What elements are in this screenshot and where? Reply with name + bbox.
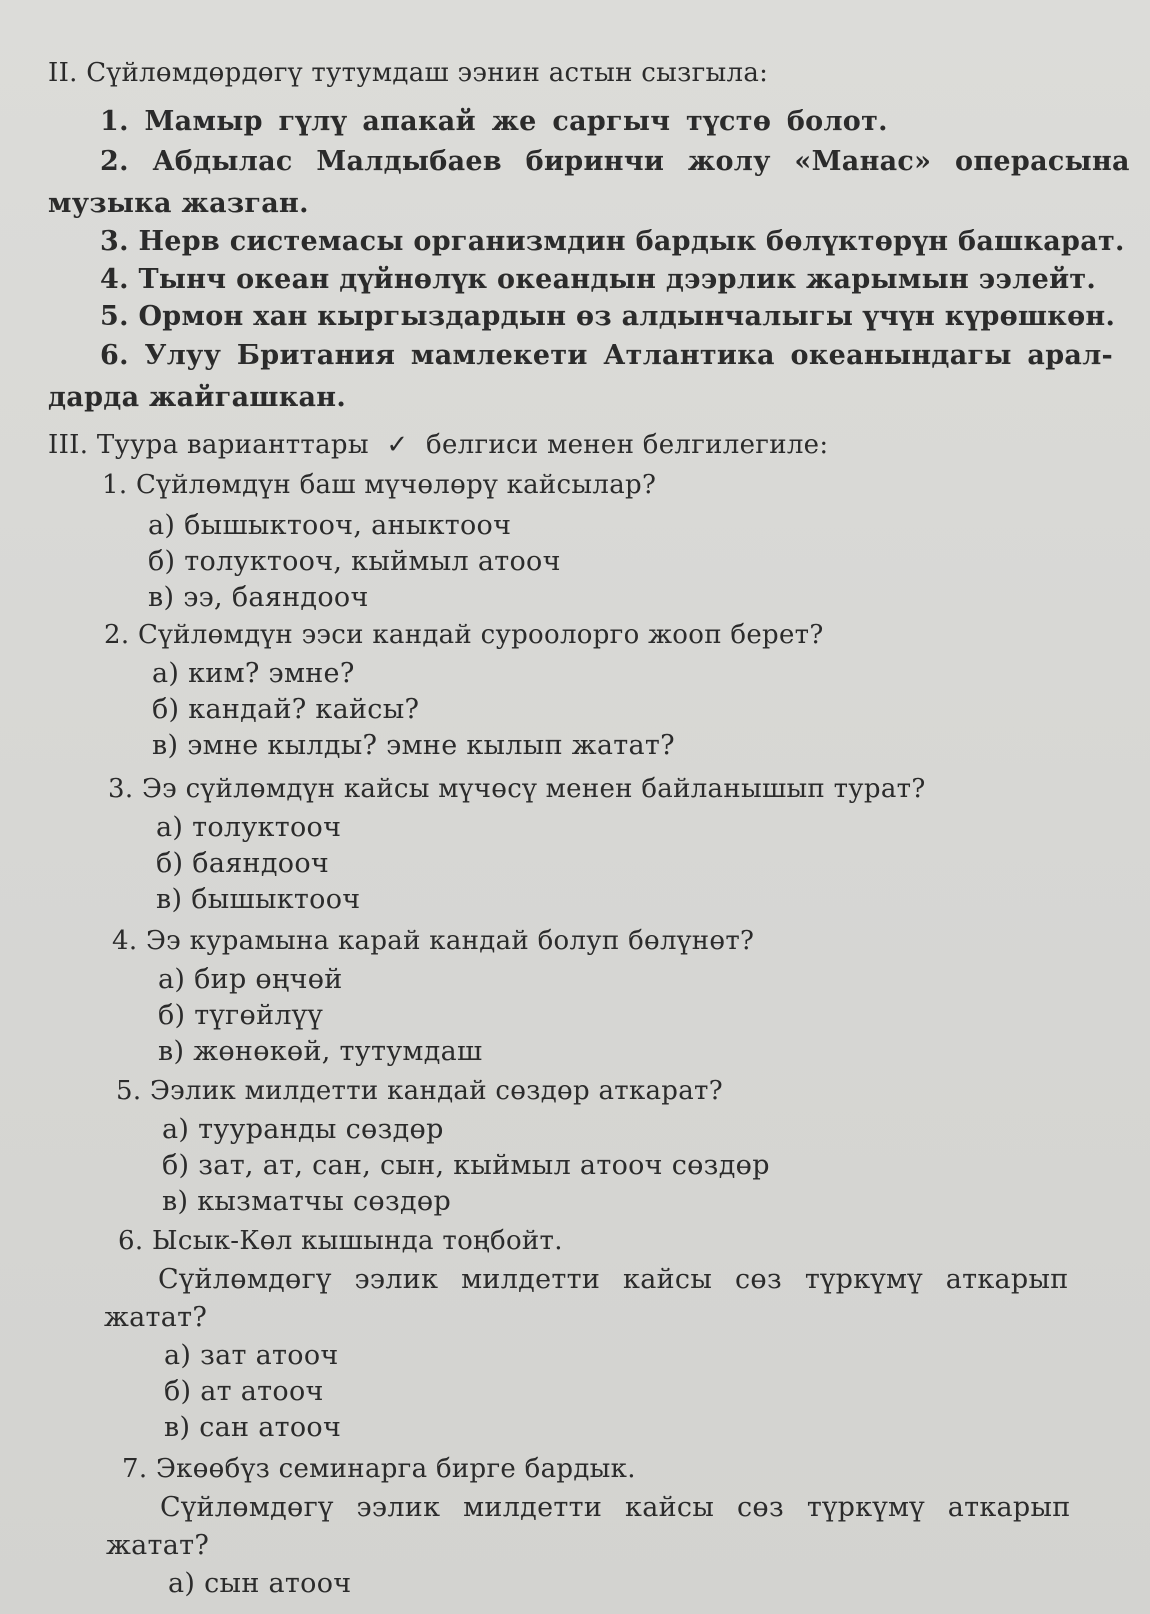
q3-option-a: а) толуктооч: [156, 812, 342, 843]
s2-item-6-cont: дарда жайгашкан.: [48, 382, 347, 413]
section2-heading: II. Сүйлөмдөрдөгү тутумдаш ээнин астын сызгыла:: [48, 58, 769, 88]
checkmark-icon: ✓: [386, 430, 409, 460]
question-6: 6. Ысык-Көл кышында тоңбойт.: [118, 1226, 563, 1256]
s2-item-4: 4. Тынч океан дүйнөлүк океандын дээрлик жарымын ээлейт.: [100, 264, 1097, 295]
q3-option-c: в) бышыктооч: [156, 884, 361, 915]
s2-item-2-cont: музыка жазган.: [48, 188, 309, 219]
question-7-line3: жатат?: [106, 1530, 210, 1561]
q6-option-a: а) зат атооч: [164, 1340, 339, 1371]
question-1: 1. Сүйлөмдүн баш мүчөлөрү кайсылар?: [102, 470, 657, 500]
question-7: 7. Экөөбүз семинарга бирге бардык.: [122, 1454, 636, 1484]
q7-option-a: а) сын атооч: [168, 1568, 352, 1599]
s2-item-2: 2. Абдылас Малдыбаев биринчи жолу «Манас» операсына: [100, 146, 1130, 177]
s2-item-6: 6. Улуу Британия мамлекети Атлантика океанындагы арал-: [100, 340, 1114, 371]
q6-option-b: б) ат атооч: [164, 1376, 324, 1407]
q2-option-a: а) ким? эмне?: [152, 658, 355, 689]
q4-option-c: в) жөнөкөй, тутумдаш: [158, 1036, 483, 1067]
question-5: 5. Ээлик милдетти кандай сөздөр аткарат?: [116, 1076, 723, 1106]
section3-heading-part2: белгиси менен белгилегиле:: [426, 430, 829, 460]
q5-option-b: б) зат, ат, сан, сын, кыймыл атооч сөздөр: [162, 1150, 770, 1181]
q4-option-b: б) түгөйлүү: [158, 1000, 323, 1031]
q1-option-a: а) бышыктооч, аныктооч: [148, 510, 512, 541]
s2-item-3: 3. Нерв системасы организмдин бардык бөлүктөрүн башкарат.: [100, 226, 1125, 257]
section3-heading: [48, 430, 828, 460]
q4-option-a: а) бир өңчөй: [158, 964, 343, 995]
q1-option-c: в) ээ, баяндооч: [148, 582, 369, 613]
question-2: 2. Сүйлөмдүн ээси кандай суроолорго жооп берет?: [104, 620, 824, 650]
q1-option-b: б) толуктооч, кыймыл атооч: [148, 546, 561, 577]
q5-option-a: а) тууранды сөздөр: [162, 1114, 444, 1145]
question-6-line3: жатат?: [104, 1302, 208, 1333]
question-6-line2: Сүйлөмдөгү ээлик милдетти кайсы сөз түркүмү аткарып: [158, 1264, 1069, 1295]
q2-option-c: в) эмне кылды? эмне кылып жатат?: [152, 730, 675, 761]
question-4: 4. Ээ курамына карай кандай болуп бөлүнөт?: [112, 926, 755, 956]
s2-item-1: 1. Мамыр гүлү апакай же саргыч түстө болот.: [100, 106, 888, 137]
q3-option-b: б) баяндооч: [156, 848, 330, 879]
section3-heading-part1: III. Туура варианттары: [48, 430, 369, 460]
s2-item-5: 5. Ормон хан кыргыздардын өз алдынчалыгы үчүн күрөшкөн.: [100, 301, 1116, 332]
q6-option-c: в) сан атооч: [164, 1412, 342, 1443]
question-3: 3. Ээ сүйлөмдүн кайсы мүчөсү менен байланышып турат?: [108, 774, 926, 804]
q5-option-c: в) кызматчы сөздөр: [162, 1186, 452, 1217]
q2-option-b: б) кандай? кайсы?: [152, 694, 420, 725]
question-7-line2: Сүйлөмдөгү ээлик милдетти кайсы сөз түркүмү аткарып: [160, 1492, 1071, 1523]
